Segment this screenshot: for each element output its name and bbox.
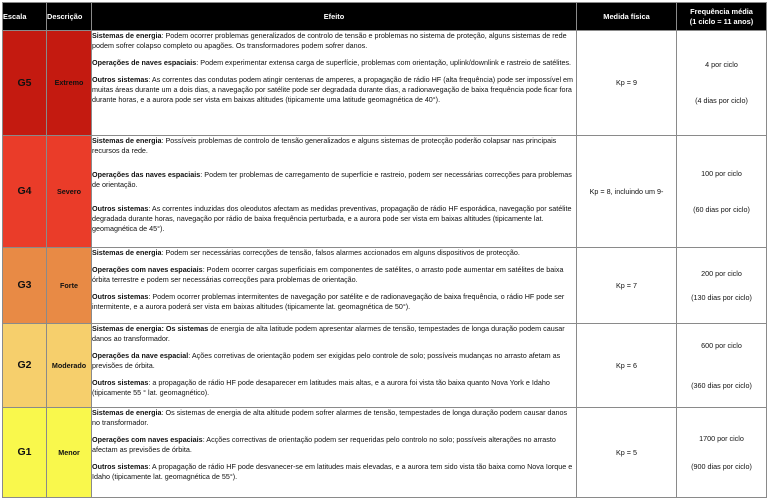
effect-text: : Podem ocorrer problemas generalizados de controlo de tensão e problemas no sistema de proteção, alguns sistemas de rede podem sofrer colapso completo ou apagões. Os transformadores podem sofrer danos. — [92, 31, 567, 50]
header-frequency-line2: (1 ciclo = 11 anos) — [689, 16, 754, 26]
effect-paragraph — [92, 75, 576, 105]
table-row — [3, 408, 767, 498]
effect-cell — [92, 408, 577, 498]
scale-cell: G2 — [3, 324, 47, 408]
frequency-cycles: 4 por ciclo — [705, 60, 738, 70]
effect-cell — [92, 248, 577, 324]
effect-text: : a propagação de rádio HF pode desaparecer em latitudes mais altas, e a aurora foi vista tão baixa quanto Nova York e Idaho (tipicamente 55 ° lat. geomagnético). — [92, 377, 550, 397]
frequency-cycles: 200 por ciclo — [701, 268, 742, 278]
scale-cell: G4 — [3, 136, 47, 248]
effect-cell — [92, 31, 577, 136]
frequency-days: (900 dias por ciclo) — [691, 461, 752, 471]
description-cell: Severo — [47, 136, 92, 248]
effect-label: Sistemas de energia — [92, 408, 162, 417]
effect-text: : Podem ocorrer problemas intermitentes de navegação por satélite e de radionavegação de baixa frequência, o rádio HF pode ser intermitente, e a aurora poderá ser vista em baixas altitudes (tipicamente lat. geomagnética de 50°). — [92, 291, 565, 311]
effect-paragraph — [92, 351, 576, 371]
description-cell: Moderado — [47, 324, 92, 408]
frequency-days: (60 dias por ciclo) — [693, 204, 750, 214]
effect-cell — [92, 136, 577, 248]
scale-cell: G5 — [3, 31, 47, 136]
measure-cell: Kp = 8, incluindo um 9- — [577, 136, 677, 248]
measure-cell: Kp = 6 — [577, 324, 677, 408]
effect-text: : Acções correctivas de orientação podem ser requeridas pelo controlo no solo; possíveis alterações no arrasto afectam as previsões de órbita. — [92, 434, 556, 454]
header-measure: Medida física — [577, 3, 677, 31]
effect-text: : Podem ser necessárias correcções de tensão, falsos alarmes accionados em alguns dispositivos de protecção. — [161, 248, 520, 257]
effect-label: Sistemas de energia — [92, 136, 162, 145]
effect-paragraph — [92, 58, 576, 68]
frequency-cycles: 1700 por ciclo — [699, 433, 744, 443]
header-frequency-line1: Frequência média — [690, 6, 753, 16]
table-row — [3, 136, 767, 248]
effect-label: Outros sistemas — [92, 74, 149, 84]
scale-cell: G3 — [3, 248, 47, 324]
effect-label: Operações de naves espaciais — [92, 57, 197, 67]
effect-paragraph — [92, 462, 576, 482]
effect-text: : Os sistemas de energia de alta altitude podem sofrer alarmes de tensão, tempestades de longa duração podem causar danos no transformador. — [92, 408, 568, 427]
effect-paragraph — [92, 248, 576, 258]
geomagnetic-storm-table — [2, 2, 767, 498]
effect-label: Outros sistemas — [92, 377, 149, 387]
table-row — [3, 324, 767, 408]
effect-text: : Ações corretivas de orientação podem ser exigidas pelo controle de solo; possíveis mudanças no arrasto afetam as previsões de órbita. — [92, 350, 561, 370]
effect-text: : A propagação de rádio HF pode desvanecer-se em latitudes mais elevadas, e a aurora tem sido vista tão baixa como Nova Iorque e Idaho (tipicamente lat. geomagnética de 55°). — [92, 461, 573, 481]
header-scale: Escala — [3, 3, 47, 31]
frequency-cell — [677, 248, 767, 324]
effect-text: : As correntes induzidas dos oleodutos afectam as medidas preventivas, propagação de rádio HF esporádica, navegação por satélite degradada durante horas, navegação por rádio de baixa frequência perturbada, e a aurora pode ser vista em baixas altitudes (tipicamente lat. geomagnética de 45°). — [92, 203, 572, 233]
effect-cell — [92, 324, 577, 408]
header-frequency — [677, 3, 767, 31]
effect-label: Outros sistemas — [92, 291, 149, 301]
header-description: Descrição — [47, 3, 92, 31]
frequency-days: (360 dias por ciclo) — [691, 380, 752, 390]
effect-paragraph — [92, 378, 576, 398]
effect-label: Sistemas de energia — [92, 31, 162, 40]
effect-label: Sistemas de energia: Os sistemas — [92, 324, 209, 333]
effect-label: Outros sistemas — [92, 203, 149, 213]
frequency-cell — [677, 31, 767, 136]
table-row — [3, 31, 767, 136]
effect-paragraph — [92, 435, 576, 455]
frequency-cycles: 100 por ciclo — [701, 168, 742, 178]
effect-text: : Possíveis problemas de controlo de tensão generalizados e alguns sistemas de protecção poderão colapsar nas principais recursos da rede. — [92, 136, 557, 155]
effect-paragraph — [92, 324, 576, 344]
measure-cell: Kp = 5 — [577, 408, 677, 498]
effect-label: Operações com naves espaciais — [92, 434, 203, 444]
scale-cell: G1 — [3, 408, 47, 498]
effect-label: Outros sistemas — [92, 461, 149, 471]
description-cell: Menor — [47, 408, 92, 498]
effect-text: de energia de alta latitude podem apresentar alarmes de tensão, tempestades de longa duração podem causar danos ao transformador. — [92, 324, 565, 343]
frequency-cycles: 600 por ciclo — [701, 340, 742, 350]
frequency-days: (130 dias por ciclo) — [691, 292, 752, 302]
description-cell: Extremo — [47, 31, 92, 136]
measure-cell: Kp = 9 — [577, 31, 677, 136]
frequency-cell — [677, 408, 767, 498]
effect-paragraph — [92, 170, 576, 190]
effect-label: Operações da nave espacial — [92, 350, 189, 360]
effect-paragraph — [92, 292, 576, 312]
effect-paragraph — [92, 31, 576, 51]
effect-label: Sistemas de energia — [92, 248, 162, 257]
description-cell: Forte — [47, 248, 92, 324]
effect-paragraph — [92, 136, 576, 156]
effect-label: Operações com naves espaciais — [92, 264, 203, 274]
frequency-days: (4 dias por ciclo) — [695, 96, 748, 105]
measure-cell: Kp = 7 — [577, 248, 677, 324]
effect-text: : Podem experimentar extensa carga de superfície, problemas com orientação, uplink/downlink e rastreio de satélites. — [196, 57, 572, 67]
effect-text: : Podem ocorrer cargas superficiais em componentes de satélites, o arrasto pode aumentar em satélites de baixa órbita terrestre e podem ser necessárias correcções para problemas de orientação. — [92, 264, 564, 284]
effect-label: Operações das naves espaciais — [92, 169, 201, 179]
header-effect: Efeito — [92, 3, 577, 31]
effect-text: : Podem ter problemas de carregamento de superfície e rastreio, podem ser necessárias correcções para problemas de orientação. — [92, 169, 572, 189]
effect-paragraph — [92, 204, 576, 234]
table-header-row — [3, 3, 767, 31]
table-row — [3, 248, 767, 324]
effect-paragraph — [92, 408, 576, 428]
effect-text: : As correntes das condutas podem atingir centenas de amperes, a propagação de rádio HF (alta frequência) pode ser impossível em muitas áreas durante um a dois dias, a navegação por satélite pode ser degradada durante dias, a radionavegação de baixa frequência pode ficar fora durante horas, e a aurora pode ser vista em baixas altitudes (tipicamente uma latitude geomagnética de 40°). — [92, 74, 574, 104]
frequency-cell — [677, 324, 767, 408]
effect-paragraph — [92, 265, 576, 285]
frequency-cell — [677, 136, 767, 248]
